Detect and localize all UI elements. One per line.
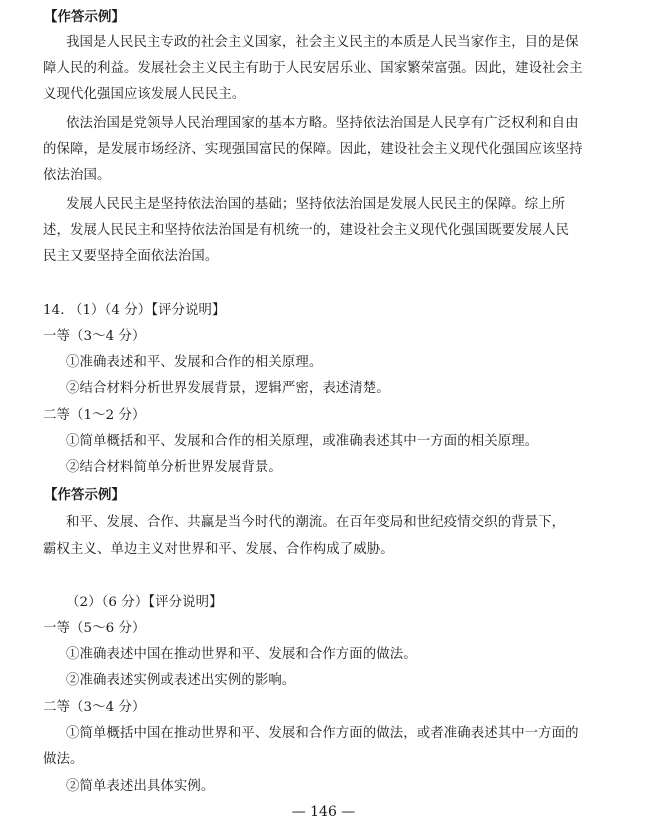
paragraph-line: 的保障，是发展市场经济、实现强国富民的保障。因此，建设社会主义现代化强国应该坚持: [43, 142, 583, 157]
criterion-item: ②简单表述出具体实例。: [66, 779, 215, 794]
criterion-item: ②结合材料分析世界发展背景，逻辑严密，表述清楚。: [66, 381, 390, 396]
criterion-item: ①简单概括和平、发展和合作的相关原理，或准确表述其中一方面的相关原理。: [66, 434, 539, 449]
paragraph-line: 民主又要坚持全面依法治国。: [43, 249, 219, 264]
criterion-item: ②结合材料简单分析世界发展背景。: [66, 460, 282, 475]
criterion-item: ①准确表述中国在推动世界和平、发展和合作方面的做法。: [66, 647, 417, 662]
paragraph-line: 发展人民民主是坚持依法治国的基础；坚持依法治国是发展人民民主的保障。综上所: [66, 197, 566, 212]
paragraph-line: 做法。: [43, 752, 84, 767]
paragraph-line: 障人民的利益。发展社会主义民主有助于人民安居乐业、国家繁荣富强。因此，建设社会主: [43, 61, 583, 76]
paragraph-line: 依法治国。: [43, 168, 111, 183]
paragraph-line: 述，发展人民民主和坚持依法治国是有机统一的，建设社会主义现代化强国既要发展人民: [43, 223, 570, 238]
paragraph-line: 和平、发展、合作、共赢是当今时代的潮流。在百年变局和世纪疫情交织的背景下，: [66, 515, 566, 530]
grade-level-label: 二等（3～4 分）: [43, 700, 146, 715]
paragraph-line: 霸权主义、单边主义对世界和平、发展、合作构成了威胁。: [43, 542, 394, 557]
grade-level-label: 一等（5～6 分）: [43, 621, 146, 636]
criterion-item: ①准确表述和平、发展和合作的相关原理。: [66, 355, 323, 370]
criterion-item: ②准确表述实例或表述出实例的影响。: [66, 673, 296, 688]
question-14-part1-title: 14. （1）（4 分）【评分说明】: [43, 303, 226, 318]
paragraph-line: 依法治国是党领导人民治理国家的基本方略。坚持依法治国是人民享有广泛权利和自由: [66, 116, 579, 131]
example-answer-header: 【作答示例】: [44, 487, 125, 503]
grade-level-label: 二等（1～2 分）: [43, 408, 146, 423]
question-14-part2-title: （2）（6 分）【评分说明】: [66, 595, 223, 610]
page-number: — 146 —: [291, 804, 356, 820]
paragraph-line: 我国是人民民主专政的社会主义国家，社会主义民主的本质是人民当家作主，目的是保: [66, 35, 579, 50]
paragraph-line: 义现代化强国应该发展人民民主。: [43, 87, 246, 102]
grade-level-label: 一等（3～4 分）: [43, 329, 146, 344]
criterion-item: ①简单概括中国在推动世界和平、发展和合作方面的做法，或者准确表述其中一方面的: [66, 726, 579, 741]
example-answer-header: 【作答示例】: [44, 9, 125, 25]
